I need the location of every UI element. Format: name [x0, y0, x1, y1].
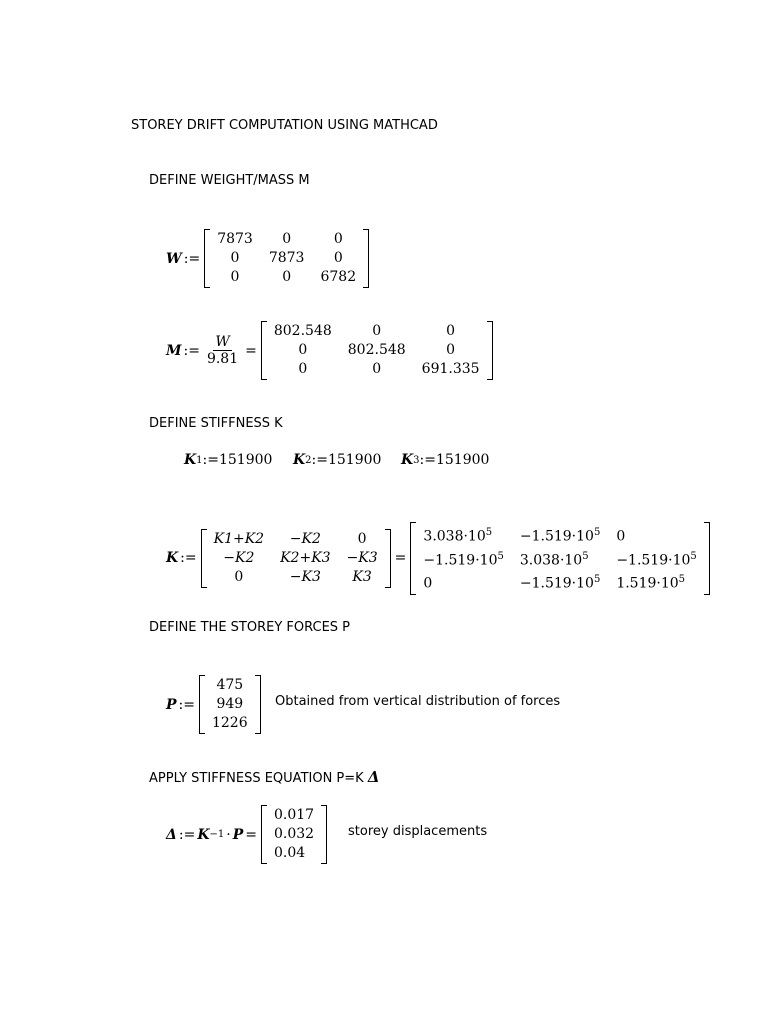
matrix-cell	[415, 547, 511, 571]
matrix-cell: 802.548	[273, 323, 332, 339]
cell-exponent: 5	[485, 527, 493, 538]
cell-exponent: 5	[690, 550, 697, 562]
matrix-cell: 0	[298, 361, 308, 377]
p-var: P	[232, 826, 244, 843]
section-heading-forces: DEFINE THE STOREY FORCES P	[149, 620, 351, 635]
section-heading-mass: DEFINE WEIGHT/MASS M	[149, 173, 310, 188]
matrix-cell: K2+K3	[280, 549, 331, 566]
matrix-cell	[608, 523, 704, 547]
stiffness-symbolic-matrix	[201, 529, 391, 588]
assign-operator: :=	[178, 826, 196, 843]
inverse-exponent: −1	[209, 829, 225, 840]
displacement-equation	[166, 805, 329, 864]
cell-exponent: 5	[497, 550, 504, 562]
cell-exponent: 5	[582, 550, 589, 562]
k3-subscript: 3	[413, 454, 420, 466]
matrix-cell	[512, 523, 608, 547]
k1-definition	[184, 452, 272, 468]
matrix-cell: −K3	[346, 549, 378, 566]
matrix-cell: 0	[357, 530, 367, 547]
stiffness-numeric-matrix	[410, 522, 709, 595]
cell-mantissa: 0	[423, 575, 433, 592]
force-vector	[199, 675, 261, 734]
k3-value: :=151900	[419, 452, 490, 468]
weight-matrix	[204, 229, 369, 288]
displacement-vector	[261, 805, 327, 864]
matrix-cell	[415, 570, 511, 594]
force-var: P	[166, 696, 177, 713]
matrix-cell: 0	[230, 250, 240, 266]
matrix-cell: 0	[446, 323, 456, 339]
equation-heading-text: APPLY STIFFNESS EQUATION P=K	[149, 771, 364, 786]
matrix-cell: −K2	[289, 530, 321, 547]
cell-mantissa: −1.519·10	[519, 528, 594, 545]
cell-exponent: 5	[593, 574, 601, 586]
cell-mantissa: 3.038·10	[423, 528, 486, 545]
matrix-cell	[415, 523, 511, 547]
cell-mantissa: −1.519·10	[519, 575, 594, 592]
cell-exponent: 5	[678, 574, 686, 586]
cell-mantissa: 1.519·10	[616, 575, 679, 592]
matrix-cell: 0	[333, 231, 343, 247]
stiffness-var: K	[166, 550, 179, 567]
stiffness-matrix-equation	[166, 522, 712, 595]
matrix-cell: 0	[372, 361, 382, 377]
matrix-cell: 7873	[217, 231, 253, 247]
section-heading-equation	[149, 768, 379, 786]
mass-fraction	[205, 334, 240, 367]
matrix-cell	[608, 570, 704, 594]
k2-var: K	[293, 452, 306, 468]
vector-cell: 475	[216, 677, 244, 693]
matrix-cell: 0	[446, 342, 456, 358]
equals-operator: =	[394, 550, 407, 567]
matrix-cell: 691.335	[421, 361, 480, 377]
fraction-denominator: 9.81	[206, 351, 239, 367]
assign-operator: :=	[178, 696, 195, 713]
k1-value: :=151900	[202, 452, 273, 468]
assign-operator: :=	[183, 250, 201, 267]
mass-matrix	[261, 321, 493, 380]
matrix-cell: 0	[372, 323, 382, 339]
vector-cell: 0.04	[273, 845, 306, 861]
k1-var: K	[184, 452, 197, 468]
matrix-cell: K3	[352, 568, 372, 585]
matrix-cell	[512, 547, 608, 571]
inverse-k-var: K	[197, 826, 210, 843]
matrix-cell: 802.548	[347, 342, 406, 358]
multiply-operator: ·	[226, 826, 231, 843]
k2-subscript: 2	[305, 454, 312, 466]
vector-cell: 0.032	[273, 826, 315, 842]
matrix-cell: 6782	[320, 269, 357, 285]
matrix-cell: 0	[333, 250, 343, 266]
k1-subscript: 1	[196, 454, 203, 466]
weight-equation	[166, 229, 371, 288]
cell-mantissa: 0	[616, 528, 626, 545]
cell-mantissa: 3.038·10	[519, 552, 583, 569]
delta-symbol: Δ	[367, 768, 380, 786]
matrix-cell	[608, 547, 704, 571]
force-equation	[166, 675, 263, 734]
k2-value: :=151900	[311, 452, 382, 468]
page-title: STOREY DRIFT COMPUTATION USING MATHCAD	[131, 118, 438, 133]
matrix-cell: 0	[282, 269, 292, 285]
assign-operator: :=	[183, 342, 200, 359]
k3-var: K	[401, 452, 414, 468]
vector-cell: 949	[216, 696, 244, 712]
matrix-cell: K1+K2	[213, 530, 265, 547]
k3-definition	[401, 452, 489, 468]
mass-equation	[166, 321, 495, 380]
matrix-cell: 7873	[268, 250, 305, 266]
matrix-cell: 0	[282, 231, 292, 247]
vector-cell: 1226	[211, 715, 248, 731]
vector-cell: 0.017	[273, 807, 315, 823]
equals-operator: =	[245, 342, 257, 359]
equals-operator: =	[245, 826, 257, 843]
matrix-cell: 0	[298, 342, 308, 358]
mass-var: M	[166, 342, 182, 359]
section-heading-stiffness: DEFINE STIFFNESS K	[149, 416, 283, 431]
cell-exponent: 5	[593, 527, 601, 538]
displacement-var: Δ	[166, 826, 177, 843]
matrix-cell: −K2	[223, 549, 255, 566]
matrix-cell: 0	[230, 269, 240, 285]
assign-operator: :=	[180, 550, 197, 567]
displacement-note: storey displacements	[348, 824, 488, 839]
matrix-cell: −K3	[289, 568, 321, 585]
matrix-cell	[512, 570, 608, 594]
matrix-cell: 0	[234, 568, 244, 585]
weight-var: W	[166, 250, 182, 267]
force-note: Obtained from vertical distribution of forces	[275, 694, 561, 709]
cell-mantissa: −1.519·10	[616, 552, 691, 569]
fraction-numerator: W	[215, 334, 230, 350]
cell-mantissa: −1.519·10	[423, 552, 498, 569]
k2-definition	[293, 452, 381, 468]
